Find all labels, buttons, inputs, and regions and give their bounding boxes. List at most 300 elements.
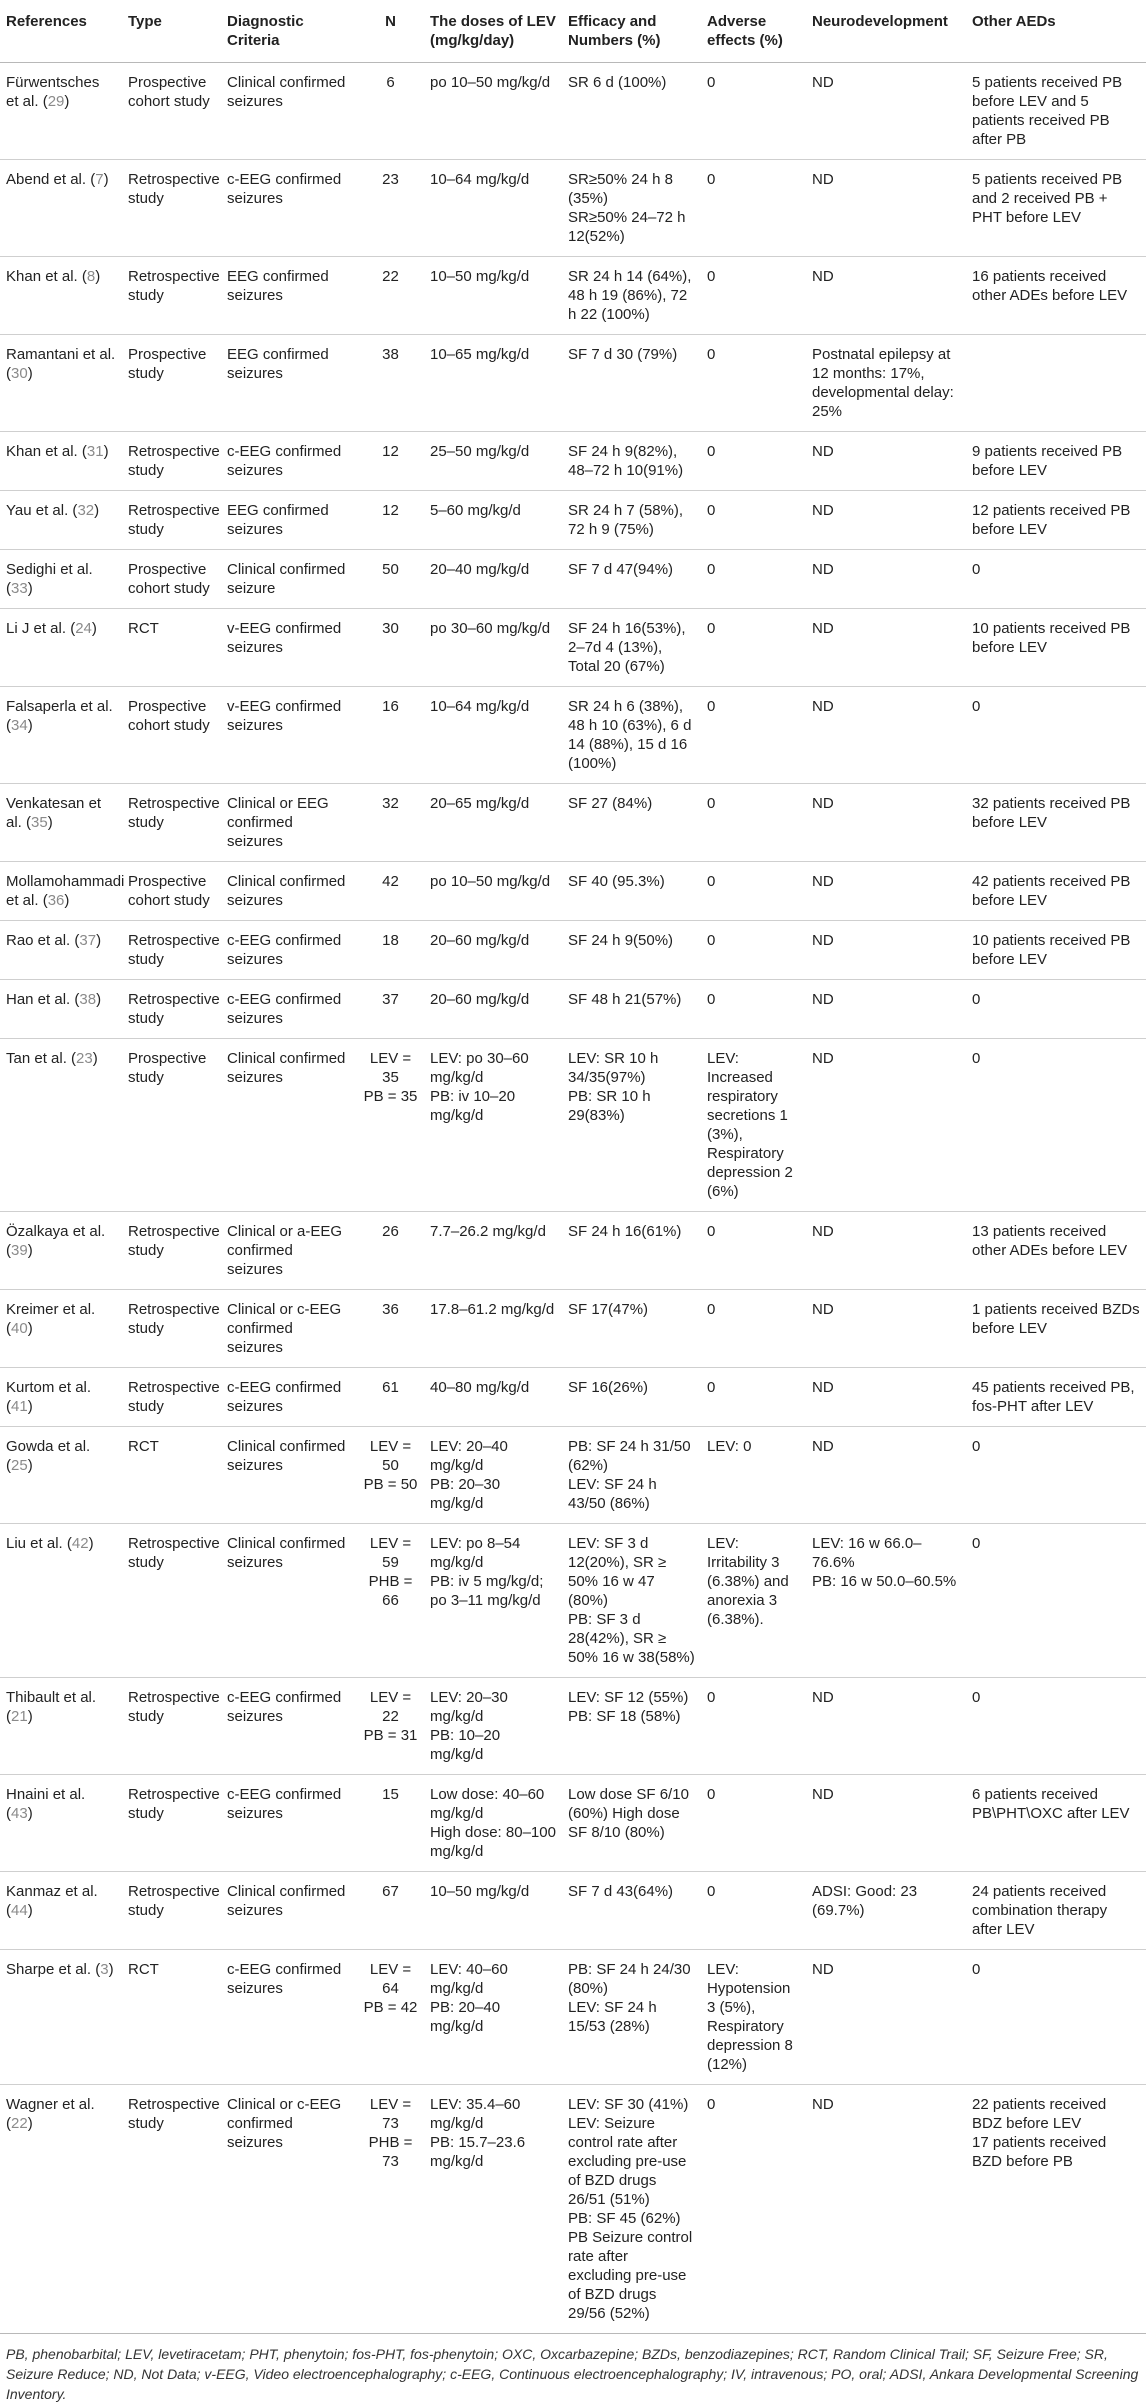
cell-other-aeds-line: 16 patients received other ADEs before LEV [972,268,1128,304]
cell-n-line: 6 [386,74,395,91]
cell-dose [424,1524,562,1678]
cell-other-aeds-line: 5 patients received PB and 2 received PB + PHT before LEV [972,171,1123,226]
cell-reference: Han et al. (38) [0,980,122,1039]
cell-neurodevelopment [806,1872,966,1950]
cell-n-line: 50 [382,561,399,578]
cell-efficacy-line: SF 48 h 21(57%) [568,991,682,1008]
cell-other-aeds-line: 10 patients received PB before LEV [972,620,1131,656]
cell-adverse-line: 0 [707,268,716,285]
cell-n [357,1872,424,1950]
reference-number-link[interactable]: 25 [11,1457,28,1474]
cell-neurodevelopment [806,1290,966,1368]
cell-efficacy [562,432,701,491]
reference-name: Hnaini et al. [6,1786,86,1803]
cell-n-line: PB = 31 [363,1727,418,1744]
cell-n-line: PB = 35 [363,1088,418,1105]
cell-n [357,862,424,921]
reference-number-link[interactable]: 31 [86,443,104,460]
cell-neurodevelopment [806,1524,966,1678]
cell-neurodevelopment [806,687,966,784]
cell-dose [424,432,562,491]
reference-name: Rao et al. [6,932,71,949]
cell-dose-line: Low dose: 40–60 mg/kg/d [430,1786,545,1822]
reference-name: Kanmaz et al. [6,1883,98,1900]
cell-n [357,160,424,257]
cell-dose [424,1368,562,1427]
cell-reference: Khan et al. (8) [0,257,122,335]
cell-other-aeds [966,257,1146,335]
cell-n-line: LEV = 22 [369,1689,412,1725]
cell-neurodevelopment [806,1212,966,1290]
cell-efficacy-line: PB: SF 18 (58%) [568,1708,681,1725]
cell-adverse-line: 0 [707,698,716,715]
cell-efficacy-line: SF 16(26%) [568,1379,649,1396]
cell-diagnostic-criteria: v-EEG confirmed seizures [221,609,357,687]
table-row [0,1950,1146,2085]
cell-dose [424,550,562,609]
cell-adverse [701,1872,806,1950]
cell-reference: Mollamohammadi et al. (36) [0,862,122,921]
table-row [0,335,1146,432]
cell-reference: Kreimer et al. (40) [0,1290,122,1368]
reference-name: Ramantani et al. [6,346,116,363]
cell-type: Prospective study [122,1039,221,1212]
cell-reference: Abend et al. (7) [0,160,122,257]
cell-n-line: PB = 50 [363,1476,418,1493]
cell-other-aeds-line: 17 patients received BZD before PB [972,2134,1107,2170]
cell-other-aeds [966,1290,1146,1368]
cell-n-line: LEV = 59 [369,1535,412,1571]
cell-dose [424,687,562,784]
cell-dose [424,1290,562,1368]
cell-other-aeds [966,2085,1146,2334]
cell-other-aeds-line: 0 [972,1689,981,1706]
cell-other-aeds [966,862,1146,921]
table-row [0,1212,1146,1290]
cell-neurodevelopment [806,63,966,160]
cell-dose [424,491,562,550]
cell-neurodevelopment [806,335,966,432]
cell-dose-line: 20–60 mg/kg/d [430,991,530,1008]
cell-diagnostic-criteria: Clinical or EEG confirmed seizures [221,784,357,862]
cell-other-aeds [966,921,1146,980]
cell-dose-line: 20–60 mg/kg/d [430,932,530,949]
table-row [0,1872,1146,1950]
header-references: References [0,0,122,63]
cell-adverse-line: 0 [707,74,716,91]
reference-number-link[interactable]: 30 [11,365,28,382]
cell-dose [424,784,562,862]
cell-efficacy-line: SF 24 h 9(82%), 48–72 h 10(91%) [568,443,684,479]
cell-n [357,1212,424,1290]
cell-diagnostic-criteria: EEG confirmed seizures [221,257,357,335]
reference-number-link[interactable]: 24 [75,620,92,637]
cell-other-aeds [966,1368,1146,1427]
cell-dose-line: 17.8–61.2 mg/kg/d [430,1301,555,1318]
cell-neurodevelopment [806,1368,966,1427]
cell-efficacy-line: SR 24 h 14 (64%), 48 h 19 (86%), 72 h 22 (100%) [568,268,692,323]
cell-other-aeds-line: 24 patients received combination therapy after LEV [972,1883,1108,1938]
cell-dose-line: 5–60 mg/kg/d [430,502,521,519]
cell-neurodevelopment [806,1678,966,1775]
cell-other-aeds-line: 0 [972,561,981,578]
cell-neurodevelopment-line: ND [812,1223,834,1240]
table-footnote: PB, phenobarbital; LEV, levetiracetam; PHT, phenytoin; fos-PHT, fos-phenytoin; OXC, Oxcarbazepine; BZDs, benzodiazepines; RCT, Random Clinical Trail; SF, Seizure Free; SR, Seizure Reduce; ND, Not Data; v-EEG, Video electroencephalography; c-EEG, Continuous electroencephalography; IV, intravenous; PO, oral; ADSI, Ankara Developmental Screening Inventory. [6,2346,1139,2402]
reference-number-link[interactable]: 29 [47,93,65,110]
cell-efficacy-line: LEV: SR 10 h 34/35(97%) [568,1050,659,1086]
cell-efficacy-line: PB: SF 45 (62%) [568,2210,681,2227]
cell-reference: Liu et al. (42) [0,1524,122,1678]
header-adverse-effects: Adverse effects (%) [701,0,806,63]
cell-reference: Rao et al. (37) [0,921,122,980]
cell-other-aeds-line: 45 patients received PB, fos-PHT after LEV [972,1379,1135,1415]
cell-neurodevelopment-line: ND [812,2096,834,2113]
cell-diagnostic-criteria: Clinical confirmed seizures [221,862,357,921]
cell-type: Retrospective study [122,2085,221,2334]
cell-neurodevelopment [806,491,966,550]
cell-adverse [701,432,806,491]
cell-adverse-line: 0 [707,932,716,949]
cell-neurodevelopment-line: ND [812,932,834,949]
reference-number-link[interactable]: 7 [95,171,104,188]
cell-n-line: 22 [382,268,399,285]
reference-name: Khan et al. [6,443,78,460]
reference-number-link[interactable]: 3 [100,1961,109,1978]
cell-efficacy-line: SF 27 (84%) [568,795,653,812]
cell-adverse-line: 0 [707,620,716,637]
cell-efficacy-line: SR≥50% 24 h 8 (35%) [568,171,673,207]
reference-name: Venkatesan et al. [6,795,102,831]
reference-number-link[interactable]: 21 [11,1708,28,1725]
reference-number-link[interactable]: 36 [47,892,65,909]
header-diagnostic-criteria: Diagnostic Criteria [221,0,357,63]
cell-neurodevelopment-line: Postnatal epilepsy at 12 months: 17%, developmental delay: 25% [812,346,954,420]
cell-n [357,1678,424,1775]
cell-type: Prospective cohort study [122,63,221,160]
cell-efficacy-line: LEV: SF 3 d 12(20%), SR ≥ 50% 16 w 47 (80%) [568,1535,667,1609]
cell-adverse-line: LEV: Hypotension 3 (5%), Respiratory depression 8 (12%) [707,1961,793,2073]
cell-type: Retrospective study [122,257,221,335]
cell-other-aeds [966,335,1146,432]
cell-efficacy-line: SF 24 h 9(50%) [568,932,674,949]
cell-n [357,1368,424,1427]
cell-other-aeds [966,491,1146,550]
cell-adverse [701,1368,806,1427]
table-row [0,432,1146,491]
cell-adverse [701,1775,806,1872]
table-row [0,1524,1146,1678]
cell-other-aeds [966,687,1146,784]
cell-type: Prospective study [122,335,221,432]
cell-dose-line: PB: 20–30 mg/kg/d [430,1476,501,1512]
cell-dose [424,335,562,432]
cell-n-line: 16 [382,698,399,715]
reference-name: Khan et al. [6,268,78,285]
cell-neurodevelopment [806,550,966,609]
cell-dose-line: PB: iv 5 mg/kg/d; po 3–11 mg/kg/d [430,1573,544,1609]
reference-number-link[interactable]: 22 [11,2115,28,2132]
cell-type: Prospective cohort study [122,550,221,609]
reference-number-link[interactable]: 40 [11,1320,28,1337]
cell-other-aeds [966,550,1146,609]
cell-type: Retrospective study [122,432,221,491]
cell-other-aeds-line: 0 [972,1535,981,1552]
cell-efficacy-line: SR 24 h 6 (38%), 48 h 10 (63%), 6 d 14 (88%), 15 d 16 (100%) [568,698,692,772]
cell-adverse [701,862,806,921]
cell-neurodevelopment-line: ND [812,1050,834,1067]
cell-type: Retrospective study [122,980,221,1039]
cell-reference: Khan et al. (31) [0,432,122,491]
cell-neurodevelopment-line: ADSI: Good: 23 (69.7%) [812,1883,918,1919]
cell-neurodevelopment-line: ND [812,1786,834,1803]
cell-n-line: PHB = 66 [368,1573,413,1609]
cell-neurodevelopment-line: ND [812,443,834,460]
cell-adverse-line: 0 [707,443,716,460]
cell-diagnostic-criteria: c-EEG confirmed seizures [221,1775,357,1872]
cell-adverse-line: LEV: Increased respiratory secretions 1 (3%), Respiratory depression 2 (6%) [707,1050,793,1200]
cell-n [357,980,424,1039]
reference-number-link[interactable]: 39 [11,1242,28,1259]
cell-reference: Sedighi et al. (33) [0,550,122,609]
reference-number-link[interactable]: 44 [11,1902,28,1919]
cell-n-line: 23 [382,171,399,188]
cell-efficacy-line: PB: SF 24 h 24/30 (80%) [568,1961,691,1997]
cell-efficacy-line: PB: SF 24 h 31/50 (62%) [568,1438,691,1474]
cell-adverse-line: LEV: Irritability 3 (6.38%) and anorexia 3 (6.38%). [707,1535,789,1628]
cell-neurodevelopment [806,784,966,862]
cell-dose-line: 10–65 mg/kg/d [430,346,530,363]
cell-efficacy-line: PB: SR 10 h 29(83%) [568,1088,651,1124]
cell-other-aeds [966,1524,1146,1678]
cell-neurodevelopment [806,1775,966,1872]
cell-n [357,1775,424,1872]
cell-reference: Kanmaz et al. (44) [0,1872,122,1950]
cell-dose [424,160,562,257]
cell-neurodevelopment-line: ND [812,268,834,285]
reference-name: Falsaperla et al. [6,698,113,715]
cell-diagnostic-criteria: EEG confirmed seizures [221,491,357,550]
cell-efficacy [562,1039,701,1212]
cell-type: RCT [122,1950,221,2085]
cell-neurodevelopment-line: ND [812,795,834,812]
cell-n [357,2085,424,2334]
cell-efficacy [562,491,701,550]
cell-neurodevelopment [806,980,966,1039]
cell-efficacy [562,784,701,862]
reference-number-link[interactable]: 8 [86,268,96,285]
reference-name: Kurtom et al. [6,1379,92,1396]
cell-efficacy [562,2085,701,2334]
reference-number-link[interactable]: 35 [31,814,48,831]
cell-other-aeds-line: 0 [972,1050,981,1067]
cell-adverse [701,2085,806,2334]
cell-n-line: 30 [382,620,399,637]
cell-dose [424,1950,562,2085]
cell-adverse [701,921,806,980]
cell-reference: Ramantani et al. (30) [0,335,122,432]
cell-dose [424,862,562,921]
cell-n [357,1290,424,1368]
cell-dose-line: LEV: 40–60 mg/kg/d [430,1961,508,1997]
cell-dose-line: PB: 10–20 mg/kg/d [430,1727,501,1763]
cell-other-aeds-line: 6 patients received PB\PHT\OXC after LEV [972,1786,1130,1822]
cell-reference: Yau et al. (32) [0,491,122,550]
reference-name: Abend et al. [6,171,87,188]
cell-neurodevelopment [806,432,966,491]
reference-number-link[interactable]: 23 [76,1050,93,1067]
cell-diagnostic-criteria: Clinical confirmed seizures [221,63,357,160]
reference-name: Gowda et al. [6,1438,91,1455]
cell-diagnostic-criteria: c-EEG confirmed seizures [221,432,357,491]
cell-efficacy [562,550,701,609]
cell-n-line: 32 [382,795,399,812]
table-row [0,2085,1146,2334]
table-body [0,63,1146,2334]
cell-efficacy [562,1290,701,1368]
cell-adverse-line: 0 [707,2096,716,2113]
cell-neurodevelopment [806,1950,966,2085]
cell-dose-line: LEV: 20–30 mg/kg/d [430,1689,508,1725]
table-row [0,1039,1146,1212]
cell-dose-line: po 10–50 mg/kg/d [430,74,551,91]
reference-number-link[interactable]: 37 [79,932,97,949]
reference-number-link[interactable]: 43 [11,1805,28,1822]
cell-n [357,491,424,550]
cell-diagnostic-criteria: Clinical or c-EEG confirmed seizures [221,1290,357,1368]
table-row [0,687,1146,784]
cell-neurodevelopment-line: LEV: 16 w 66.0–76.6% [812,1535,922,1571]
cell-other-aeds-line: 0 [972,1961,981,1978]
cell-other-aeds-line: 0 [972,698,981,715]
cell-neurodevelopment [806,160,966,257]
cell-diagnostic-criteria: c-EEG confirmed seizures [221,980,357,1039]
reference-name: Thibault et al. [6,1689,97,1706]
cell-n-line: 12 [382,443,399,460]
cell-efficacy [562,1872,701,1950]
cell-reference: Sharpe et al. (3) [0,1950,122,2085]
cell-dose-line: 20–40 mg/kg/d [430,561,530,578]
table-row [0,980,1146,1039]
cell-neurodevelopment-line: ND [812,991,834,1008]
cell-efficacy [562,687,701,784]
table-row [0,862,1146,921]
cell-n-line: 15 [382,1786,399,1803]
cell-efficacy-line: SF 40 (95.3%) [568,873,665,890]
cell-dose [424,1678,562,1775]
cell-type: Prospective cohort study [122,687,221,784]
cell-n-line: 12 [382,502,399,519]
header-other-aeds: Other AEDs [966,0,1146,63]
cell-adverse-line: 0 [707,1301,716,1318]
cell-adverse [701,1039,806,1212]
cell-dose-line: 10–50 mg/kg/d [430,1883,530,1900]
cell-neurodevelopment [806,257,966,335]
cell-adverse-line: 0 [707,1883,716,1900]
cell-dose [424,609,562,687]
cell-other-aeds [966,1678,1146,1775]
reference-number-link[interactable]: 32 [77,502,95,519]
cell-efficacy [562,862,701,921]
cell-dose [424,980,562,1039]
cell-efficacy-line: SF 17(47%) [568,1301,649,1318]
cell-adverse-line: 0 [707,561,716,578]
table-row [0,1290,1146,1368]
cell-adverse [701,550,806,609]
cell-other-aeds-line: 9 patients received PB before LEV [972,443,1123,479]
cell-diagnostic-criteria: Clinical confirmed seizures [221,1427,357,1524]
table-row [0,1775,1146,1872]
cell-other-aeds-line: 22 patients received BDZ before LEV [972,2096,1107,2132]
cell-adverse-line: 0 [707,991,716,1008]
cell-reference: Tan et al. (23) [0,1039,122,1212]
cell-n-line: 42 [382,873,399,890]
cell-other-aeds-line: 42 patients received PB before LEV [972,873,1131,909]
cell-adverse [701,980,806,1039]
cell-dose-line: 10–50 mg/kg/d [430,268,530,285]
cell-neurodevelopment [806,1039,966,1212]
reference-number-link[interactable]: 33 [11,580,28,597]
reference-number-link[interactable]: 42 [71,1535,89,1552]
cell-n-line: LEV = 64 [369,1961,412,1997]
cell-dose [424,1872,562,1950]
cell-adverse [701,1290,806,1368]
reference-name: Han et al. [6,991,71,1008]
cell-dose-line: 25–50 mg/kg/d [430,443,530,460]
cell-reference: Özalkaya et al. (39) [0,1212,122,1290]
cell-n [357,1427,424,1524]
cell-efficacy-line: SF 7 d 43(64%) [568,1883,674,1900]
reference-number-link[interactable]: 41 [11,1398,28,1415]
cell-reference: Gowda et al. (25) [0,1427,122,1524]
cell-dose-line: 10–64 mg/kg/d [430,171,530,188]
cell-diagnostic-criteria: c-EEG confirmed seizures [221,1678,357,1775]
cell-dose-line: PB: iv 10–20 mg/kg/d [430,1088,516,1124]
cell-other-aeds-line: 32 patients received PB before LEV [972,795,1131,831]
cell-adverse [701,491,806,550]
cell-dose-line: 40–80 mg/kg/d [430,1379,530,1396]
table-row [0,1678,1146,1775]
cell-other-aeds [966,160,1146,257]
cell-other-aeds [966,432,1146,491]
cell-neurodevelopment [806,2085,966,2334]
cell-n-line: LEV = 50 [369,1438,412,1474]
cell-efficacy [562,1368,701,1427]
reference-name: Li J et al. [6,620,67,637]
cell-neurodevelopment-line: ND [812,620,834,637]
reference-name: Mollamohammadi et al. [6,873,125,909]
cell-efficacy [562,1775,701,1872]
cell-efficacy-line: SR 6 d (100%) [568,74,667,91]
cell-neurodevelopment-line: ND [812,698,834,715]
cell-n-line: LEV = 73 [369,2096,412,2132]
cell-n [357,550,424,609]
cell-type: Retrospective study [122,491,221,550]
reference-number-link[interactable]: 38 [79,991,97,1008]
table-row [0,491,1146,550]
cell-n-line: LEV = 35 [369,1050,412,1086]
cell-neurodevelopment-line: ND [812,1301,834,1318]
cell-n-line: 26 [382,1223,399,1240]
reference-name: Kreimer et al. [6,1301,96,1318]
cell-n [357,687,424,784]
cell-diagnostic-criteria: Clinical or c-EEG confirmed seizures [221,2085,357,2334]
cell-other-aeds-line: 1 patients received BZDs before LEV [972,1301,1140,1337]
cell-adverse-line: 0 [707,873,716,890]
cell-type: Retrospective study [122,1212,221,1290]
reference-number-link[interactable]: 34 [11,717,28,734]
cell-efficacy-line: PB: SF 3 d 28(42%), SR ≥ 50% 16 w 38(58%) [568,1611,695,1666]
table-row [0,257,1146,335]
